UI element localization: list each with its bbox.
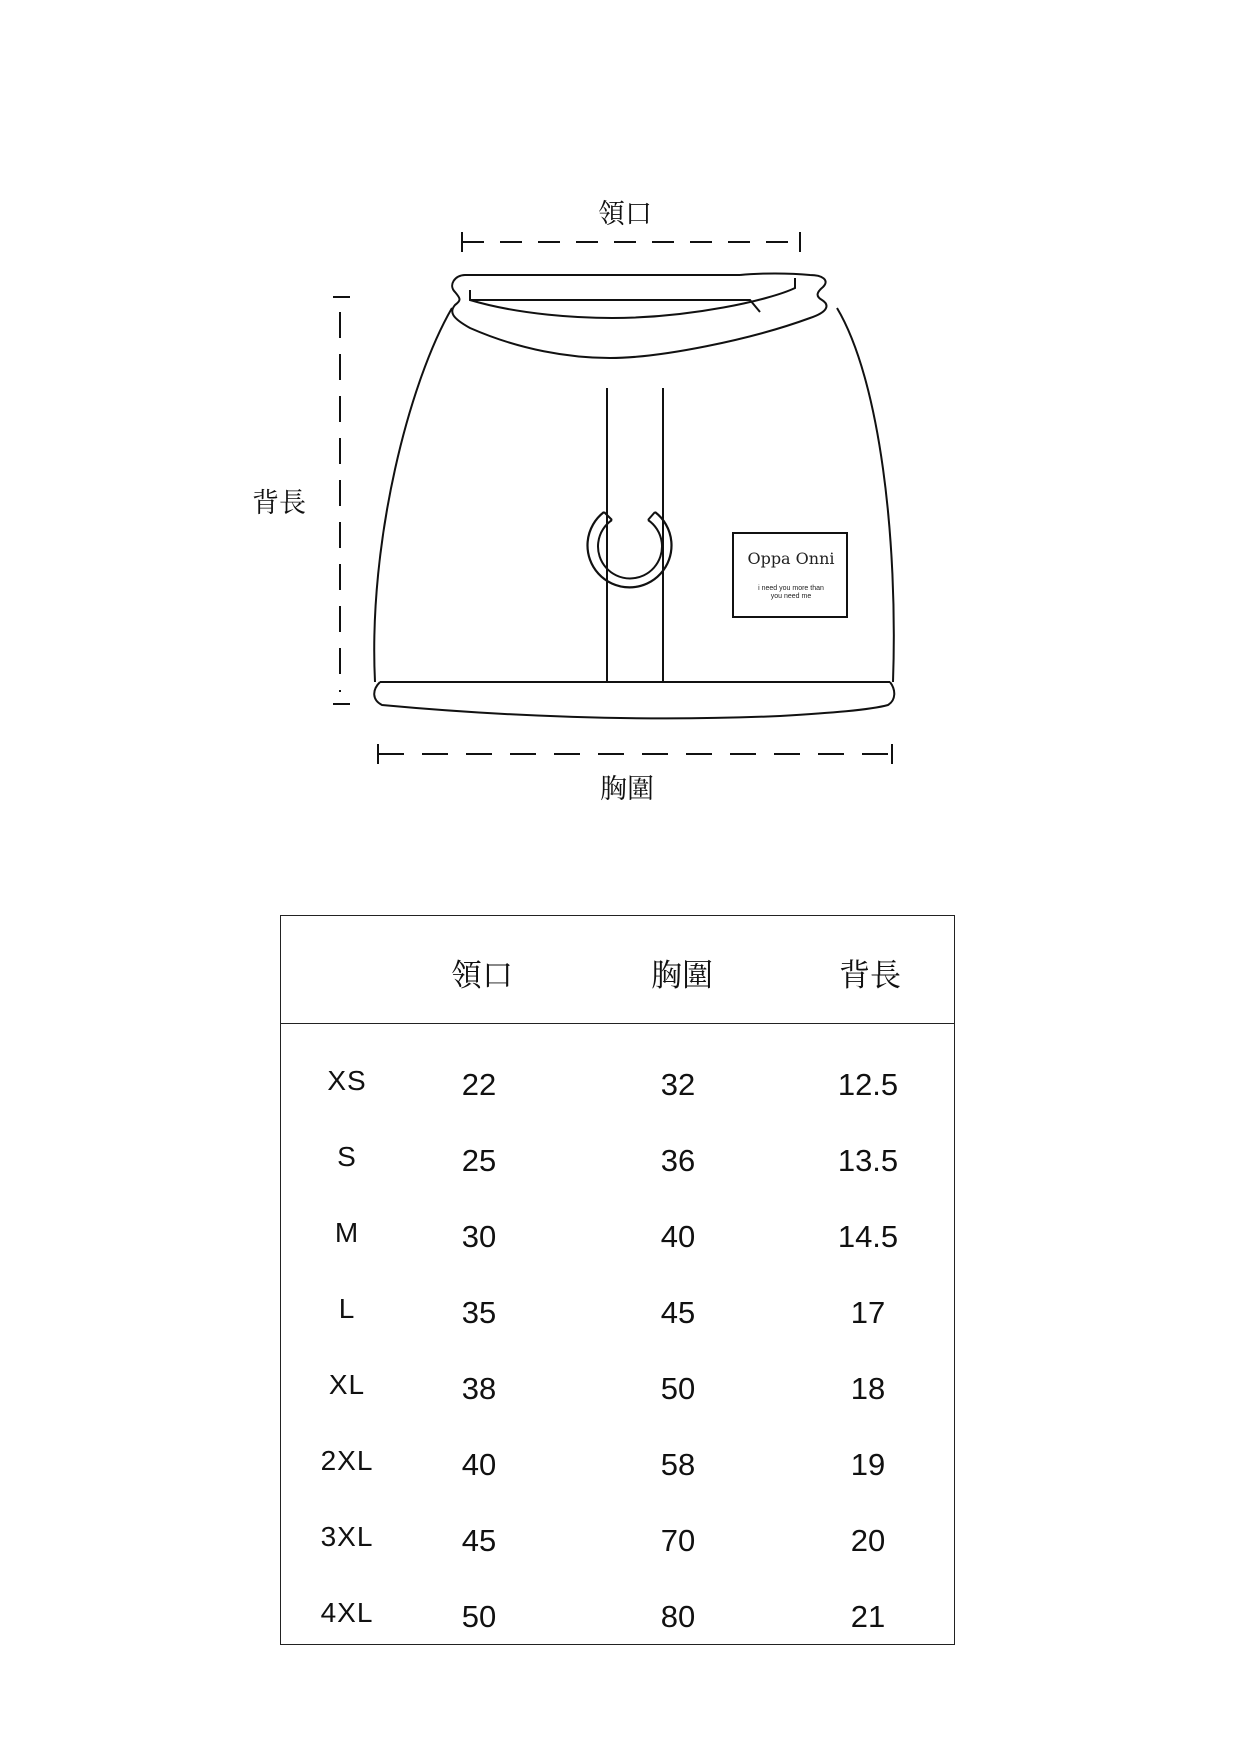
brand-label-name: Oppa Onni <box>747 549 835 568</box>
neck-dimension-line <box>462 232 800 252</box>
back-length-dimension-line <box>333 297 350 704</box>
chest-cell: 58 <box>660 1447 696 1482</box>
chest-dimension-line <box>378 744 892 764</box>
back-length-cell: 19 <box>850 1447 886 1482</box>
chest-cell: 45 <box>660 1295 696 1330</box>
size-cell: XS <box>327 1065 367 1096</box>
size-cell: L <box>338 1293 356 1324</box>
table-row <box>281 1371 954 1411</box>
header-chest: 胸圍 <box>651 958 713 994</box>
chest-cell: 40 <box>660 1219 696 1254</box>
table-row <box>281 1447 954 1487</box>
back-length-cell: 18 <box>850 1371 886 1406</box>
table-row <box>281 1143 954 1183</box>
chest-cell: 50 <box>660 1371 696 1406</box>
size-cell: 2XL <box>320 1445 374 1476</box>
table-row <box>281 1523 954 1563</box>
chest-cell: 36 <box>660 1143 696 1178</box>
harness-illustration <box>0 0 1240 820</box>
back-length-cell: 17 <box>850 1295 886 1330</box>
neck-cell: 40 <box>461 1447 497 1482</box>
back-length-cell: 12.5 <box>837 1067 899 1102</box>
back-length-dimension-label: 背長 <box>252 488 306 519</box>
neck-cell: 35 <box>461 1295 497 1330</box>
harness-body <box>374 274 894 719</box>
size-chart-table <box>280 915 955 1645</box>
size-cell: M <box>334 1217 360 1248</box>
table-row <box>281 1295 954 1335</box>
table-row <box>281 1599 954 1639</box>
neck-cell: 22 <box>461 1067 497 1102</box>
chest-cell: 32 <box>660 1067 696 1102</box>
table-row <box>281 1067 954 1107</box>
brand-label-tagline <box>736 585 846 601</box>
table-row <box>281 1219 954 1259</box>
back-length-cell: 20 <box>850 1523 886 1558</box>
size-cell: 4XL <box>320 1597 374 1628</box>
neck-dimension-label: 領口 <box>598 199 652 230</box>
brand-tagline-line1: i need you more than <box>758 585 824 592</box>
header-neck: 領口 <box>451 958 513 994</box>
chest-cell: 80 <box>660 1599 696 1634</box>
size-cell: XL <box>328 1369 366 1400</box>
back-length-cell: 21 <box>850 1599 886 1634</box>
neck-cell: 38 <box>461 1371 497 1406</box>
harness-diagram <box>0 0 1240 820</box>
size-cell: 3XL <box>320 1521 374 1552</box>
back-length-cell: 13.5 <box>837 1143 899 1178</box>
table-header-row <box>281 916 954 1024</box>
back-length-cell: 14.5 <box>837 1219 899 1254</box>
chest-cell: 70 <box>660 1523 696 1558</box>
neck-cell: 50 <box>461 1599 497 1634</box>
neck-cell: 25 <box>461 1143 497 1178</box>
header-back-length: 背長 <box>839 958 901 994</box>
neck-cell: 30 <box>461 1219 497 1254</box>
brand-tagline-line2: you need me <box>770 593 812 600</box>
neck-cell: 45 <box>461 1523 497 1558</box>
chest-dimension-label: 胸圍 <box>600 774 654 805</box>
size-cell: S <box>337 1141 357 1172</box>
